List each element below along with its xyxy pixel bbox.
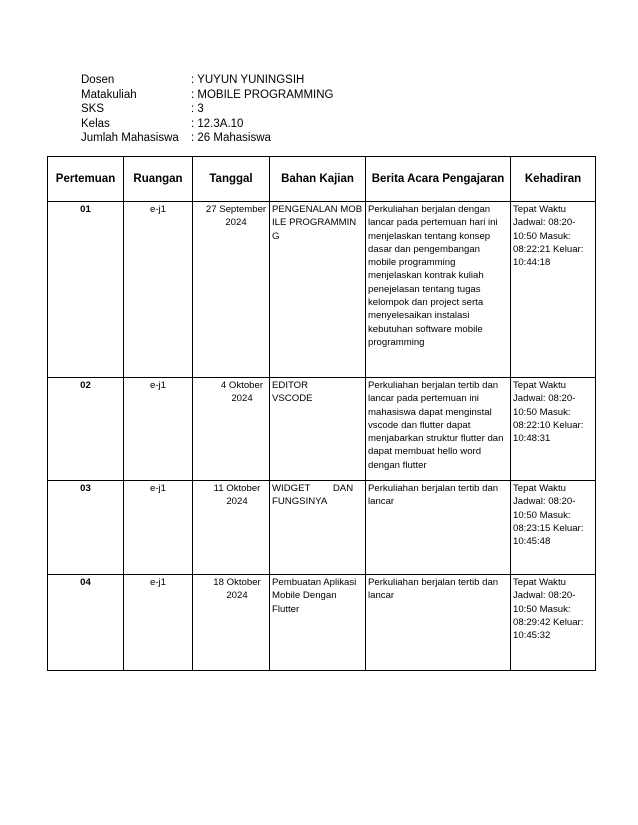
cell-berita-acara: Perkuliahan berjalan tertib dan lancar — [366, 575, 511, 671]
table-header-row — [48, 157, 596, 202]
cell-bahan-kajian: EDITOR VSCODE — [270, 378, 366, 481]
table-row — [48, 202, 596, 378]
cell-berita-acara — [366, 378, 511, 481]
cell-tanggal — [193, 378, 270, 481]
course-info — [81, 73, 334, 146]
sks-value: : 3 — [191, 103, 204, 116]
info-row-dosen — [81, 73, 334, 88]
cell-berita-acara: Perkuliahan berjalan tertib dan lancar — [366, 481, 511, 575]
cell-kehadiran: Tepat Waktu Jadwal: 08:20-10:50 Masuk: 08:22:21 Keluar: 10:44:18 — [511, 202, 596, 378]
cell-pertemuan: 03 — [48, 481, 124, 575]
cell-kehadiran: Tepat Waktu Jadwal: 08:20-10:50 Masuk: 08:23:15 Keluar: 10:45:48 — [511, 481, 596, 575]
header-kehadiran: Kehadiran — [511, 157, 596, 202]
matakuliah-value: : MOBILE PROGRAMMING — [191, 88, 334, 101]
berita-text: Perkuliahan berjalan tertib dan lancar pada pertemuan ini mahasiswa dapat menginstal vscode dan flutter dapat menjabarkan struktur flutter dan dapat membuat hello word dengan flutter — [368, 380, 504, 471]
cell-ruangan: e-j1 — [124, 378, 193, 481]
tanggal-text: 4 Oktober 2024 — [220, 380, 264, 405]
tanggal-text: 11 Oktober 2024 — [213, 483, 261, 508]
cell-kehadiran: Tepat Waktu Jadwal: 08:20-10:50 Masuk: 08:22:10 Keluar: 10:48:31 — [511, 378, 596, 481]
header-bahan-kajian: Bahan Kajian — [270, 157, 366, 202]
cell-ruangan: e-j1 — [124, 202, 193, 378]
cell-tanggal — [193, 575, 270, 671]
cell-berita-acara: Perkuliahan berjalan dengan lancar pada pertemuan hari ini menjelaskan tentang konsep dasar dan pengembangan mobile programming menjelaskan kontrak kuliah penejelasan tentang tugas kelompok dan project serta menyelesaikan instalasi kebutuhan software mobile programming — [366, 202, 511, 378]
sks-label: SKS — [81, 103, 105, 116]
cell-ruangan: e-j1 — [124, 481, 193, 575]
kelas-value: : 12.3A.10 — [191, 117, 244, 130]
tanggal-text: 18 Oktober 2024 — [213, 577, 261, 602]
cell-kehadiran: Tepat Waktu Jadwal: 08:20-10:50 Masuk: 08:29:42 Keluar: 10:45:32 — [511, 575, 596, 671]
cell-tanggal — [193, 202, 270, 378]
info-row-kelas — [81, 117, 334, 132]
dosen-label: Dosen — [81, 74, 115, 86]
jumlah-value: : 26 Mahasiswa — [191, 132, 271, 145]
cell-bahan-kajian: Pembuatan Aplikasi Mobile Dengan Flutter — [270, 575, 366, 671]
info-row-sks — [81, 102, 334, 117]
table-row — [48, 481, 596, 575]
attendance-table — [47, 156, 596, 671]
table-row — [48, 378, 596, 481]
header-pertemuan: Pertemuan — [48, 157, 124, 202]
cell-bahan-kajian: WIDGET DAN FUNGSINYA — [270, 481, 366, 575]
cell-tanggal — [193, 481, 270, 575]
jumlah-label: Jumlah Mahasiswa — [81, 132, 179, 145]
cell-pertemuan: 04 — [48, 575, 124, 671]
header-berita-acara: Berita Acara Pengajaran — [366, 157, 511, 202]
dosen-value: : YUYUN YUNINGSIH — [191, 74, 305, 86]
cell-ruangan: e-j1 — [124, 575, 193, 671]
kelas-label: Kelas — [81, 117, 110, 130]
cell-pertemuan: 01 — [48, 202, 124, 378]
cell-pertemuan: 02 — [48, 378, 124, 481]
info-row-matakuliah — [81, 88, 334, 103]
table-row — [48, 575, 596, 671]
info-row-jumlah — [81, 131, 334, 146]
matakuliah-label: Matakuliah — [81, 88, 137, 101]
cell-bahan-kajian: PENGENALAN MOBILE PROGRAMMIN G — [270, 202, 366, 378]
header-ruangan: Ruangan — [124, 157, 193, 202]
header-tanggal: Tanggal — [193, 157, 270, 202]
tanggal-text: 27 September 2024 — [205, 204, 267, 229]
